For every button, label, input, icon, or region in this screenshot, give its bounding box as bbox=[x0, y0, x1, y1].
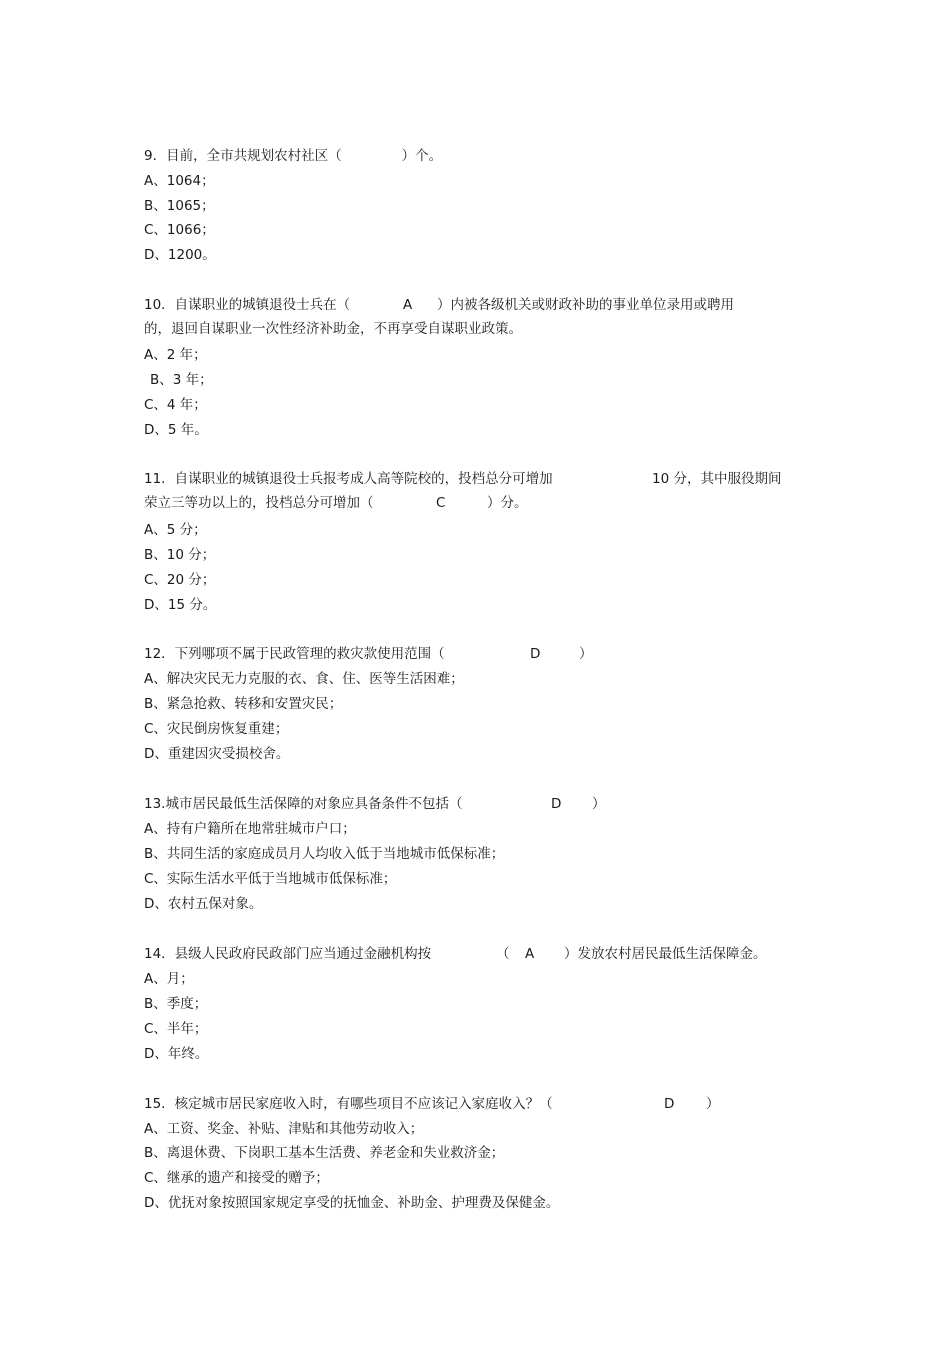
question-14-stem-part1: 14．县级人民政府民政部门应当通过金融机构按 bbox=[144, 946, 432, 962]
question-10-option-b: B、3 年； bbox=[150, 372, 213, 388]
question-10-option-a: A、2 年； bbox=[144, 347, 207, 363]
question-12-option-b: B、紧急抢救、转移和安置灾民； bbox=[144, 696, 343, 712]
question-10-stem-part1: 10．自谋职业的城镇退役士兵在（ bbox=[144, 297, 351, 313]
question-9-option-c: C、1066； bbox=[144, 222, 215, 238]
question-13-option-c: C、实际生活水平低于当地城市低保标准； bbox=[144, 871, 397, 887]
question-11-stem-part4: ）分。 bbox=[487, 495, 528, 511]
question-11-stem-part1: 11．自谋职业的城镇退役士兵报考成人高等院校的，投档总分可增加 bbox=[144, 471, 553, 487]
question-13-option-d: D、农村五保对象。 bbox=[144, 896, 263, 912]
question-15-stem-part2: ） bbox=[706, 1096, 720, 1112]
question-10-answer: A bbox=[403, 297, 413, 313]
question-13-stem-part1: 13.城市居民最低生活保障的对象应具备条件不包括（ bbox=[144, 796, 463, 812]
question-12-option-c: C、灾民倒房恢复重建； bbox=[144, 721, 289, 737]
question-15-option-d: D、优抚对象按照国家规定享受的抚恤金、补助金、护理费及保健金。 bbox=[144, 1195, 560, 1211]
question-11-answer: C bbox=[436, 495, 446, 511]
question-13-option-a: A、持有户籍所在地常驻城市户口； bbox=[144, 821, 356, 837]
question-13-answer: D bbox=[551, 796, 562, 812]
question-13-stem-part2: ） bbox=[592, 796, 606, 812]
question-14-option-c: C、半年； bbox=[144, 1021, 208, 1037]
question-11-stem-part3: 荣立三等功以上的，投档总分可增加（ bbox=[144, 495, 374, 511]
question-14-option-d: D、年终。 bbox=[144, 1046, 209, 1062]
question-15-option-c: C、继承的遗产和接受的赠予； bbox=[144, 1170, 329, 1186]
question-12-option-a: A、解决灾民无力克服的衣、食、住、医等生活困难； bbox=[144, 671, 464, 687]
question-14-stem-part3: ）发放农村居民最低生活保障金。 bbox=[564, 946, 767, 962]
question-12-stem-part2: ） bbox=[579, 646, 593, 662]
question-14-option-b: B、季度； bbox=[144, 996, 208, 1012]
question-15-stem-part1: 15．核定城市居民家庭收入时，有哪些项目不应该记入家庭收入？（ bbox=[144, 1096, 553, 1112]
question-10-stem-part2: ）内被各级机关或财政补助的事业单位录用或聘用 bbox=[437, 297, 734, 313]
question-11-option-d: D、15 分。 bbox=[144, 597, 217, 613]
question-15-answer: D bbox=[664, 1096, 675, 1112]
question-9-stem: 9．目前，全市共规划农村社区（ ）个。 bbox=[144, 148, 443, 164]
question-12-answer: D bbox=[530, 646, 541, 662]
question-10-option-c: C、4 年； bbox=[144, 397, 207, 413]
question-11-option-c: C、20 分； bbox=[144, 572, 216, 588]
question-10-stem-part3: 的，退回自谋职业一次性经济补助金，不再享受自谋职业政策。 bbox=[144, 321, 522, 337]
question-15-option-b: B、离退休费、下岗职工基本生活费、养老金和失业救济金； bbox=[144, 1145, 505, 1161]
question-11-option-b: B、10 分； bbox=[144, 547, 216, 563]
question-11-stem-part2: 10 分，其中服役期间 bbox=[652, 471, 782, 487]
question-14-option-a: A、月； bbox=[144, 971, 194, 987]
question-9-option-d: D、1200。 bbox=[144, 247, 216, 263]
question-13-option-b: B、共同生活的家庭成员月人均收入低于当地城市低保标准； bbox=[144, 846, 505, 862]
question-9-option-a: A、1064； bbox=[144, 173, 215, 189]
question-12-stem-part1: 12．下列哪项不属于民政管理的救灾款使用范围（ bbox=[144, 646, 445, 662]
question-12-option-d: D、重建因灾受损校舍。 bbox=[144, 746, 290, 762]
question-15-option-a: A、工资、奖金、补贴、津贴和其他劳动收入； bbox=[144, 1121, 424, 1137]
question-11-option-a: A、5 分； bbox=[144, 522, 207, 538]
question-10-option-d: D、5 年。 bbox=[144, 422, 208, 438]
question-9-option-b: B、1065； bbox=[144, 198, 215, 214]
question-14-answer: A bbox=[525, 946, 535, 962]
question-14-stem-part2: （ bbox=[496, 946, 510, 962]
